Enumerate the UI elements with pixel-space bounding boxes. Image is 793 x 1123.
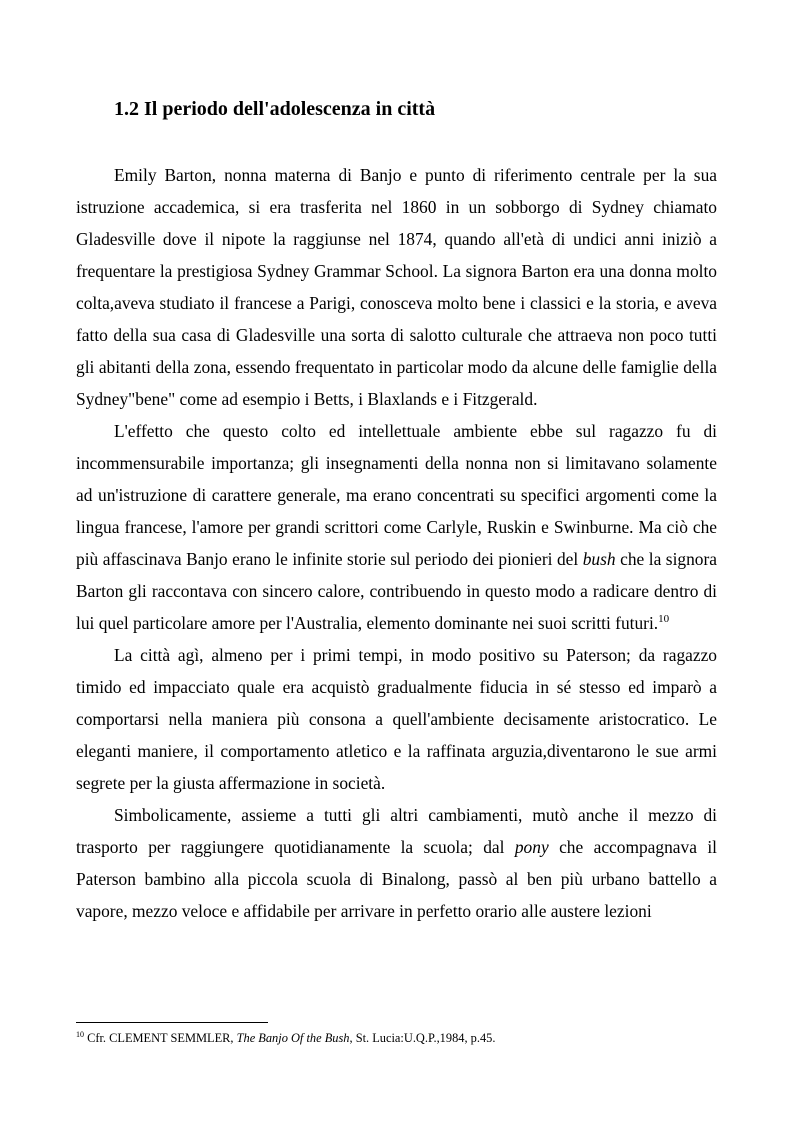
paragraph-2-text-b: che la signora Barton gli raccontava con sincero calore, contribuendo in questo modo a radicare dentro di lui quel particolare amore per l'Australia, elemento dominante nei suoi scritti futuri.	[76, 549, 717, 633]
footnote-prefix: Cfr. CLEMENT SEMMLER,	[84, 1031, 237, 1045]
section-heading: 1.2 Il periodo dell'adolescenza in città	[114, 98, 436, 120]
italic-term-bush: bush	[582, 549, 616, 569]
footnote	[76, 1030, 495, 1046]
paragraph-4-text-a: Simbolicamente, assieme a tutti gli altri cambiamenti, mutò anche il mezzo di trasporto per raggiungere quotidianamente la scuola; dal	[76, 805, 717, 857]
paragraph-4	[76, 799, 717, 927]
body-text	[76, 159, 717, 927]
italic-term-pony: pony	[514, 837, 549, 857]
paragraph-4-text-b: che accompagnava il Paterson bambino alla piccola scuola di Binalong, passò al ben più urbano battello a vapore, mezzo veloce e affidabile per arrivare in perfetto orario alle austere lezioni	[76, 837, 717, 921]
footnote-number: 10	[76, 1029, 84, 1039]
paragraph-3: La città agì, almeno per i primi tempi, in modo positivo su Paterson; da ragazzo timido ed impacciato quale era acquistò gradualmente fiducia in sé stesso ed imparò a comportarsi nella maniera più consona a quell'ambiente decisamente aristocratico. Le eleganti maniere, il comportamento atletico e la raffinata arguzia,diventarono le sue armi segrete per la giusta affermazione in società.	[76, 645, 717, 793]
footnote-reference[interactable]: 10	[658, 613, 670, 626]
footnote-suffix: , St. Lucia:U.Q.P.,1984, p.45.	[349, 1031, 496, 1045]
paragraph-2-text-a: L'effetto che questo colto ed intellettuale ambiente ebbe sul ragazzo fu di incommensurabile importanza; gli insegnamenti della nonna non si limitavano solamente ad un'istruzione di carattere generale, ma erano concentrati su specifici argomenti come la lingua francese, l'amore per grandi scrittori come Carlyle, Ruskin e Swinburne. Ma ciò che più affascinava Banjo erano le infinite storie sul periodo dei pionieri del	[76, 421, 717, 569]
footnote-book-title: The Banjo Of the Bush	[236, 1031, 350, 1045]
footnote-separator	[76, 1022, 268, 1023]
paragraph-1: Emily Barton, nonna materna di Banjo e punto di riferimento centrale per la sua istruzione accademica, si era trasferita nel 1860 in un sobborgo di Sydney chiamato Gladesville dove il nipote la raggiunse nel 1874, quando all'età di undici anni iniziò a frequentare la prestigiosa Sydney Grammar School. La signora Barton era una donna molto colta,aveva studiato il francese a Parigi, conosceva molto bene i classici e la storia, e aveva fatto della sua casa di Gladesville una sorta di salotto culturale che attraeva non poco tutti gli abitanti della zona, essendo frequentato in particolar modo da alcune delle famiglie della Sydney"bene" come ad esempio i Betts, i Blaxlands e i Fitzgerald.	[76, 165, 717, 409]
paragraph-2	[76, 415, 717, 639]
